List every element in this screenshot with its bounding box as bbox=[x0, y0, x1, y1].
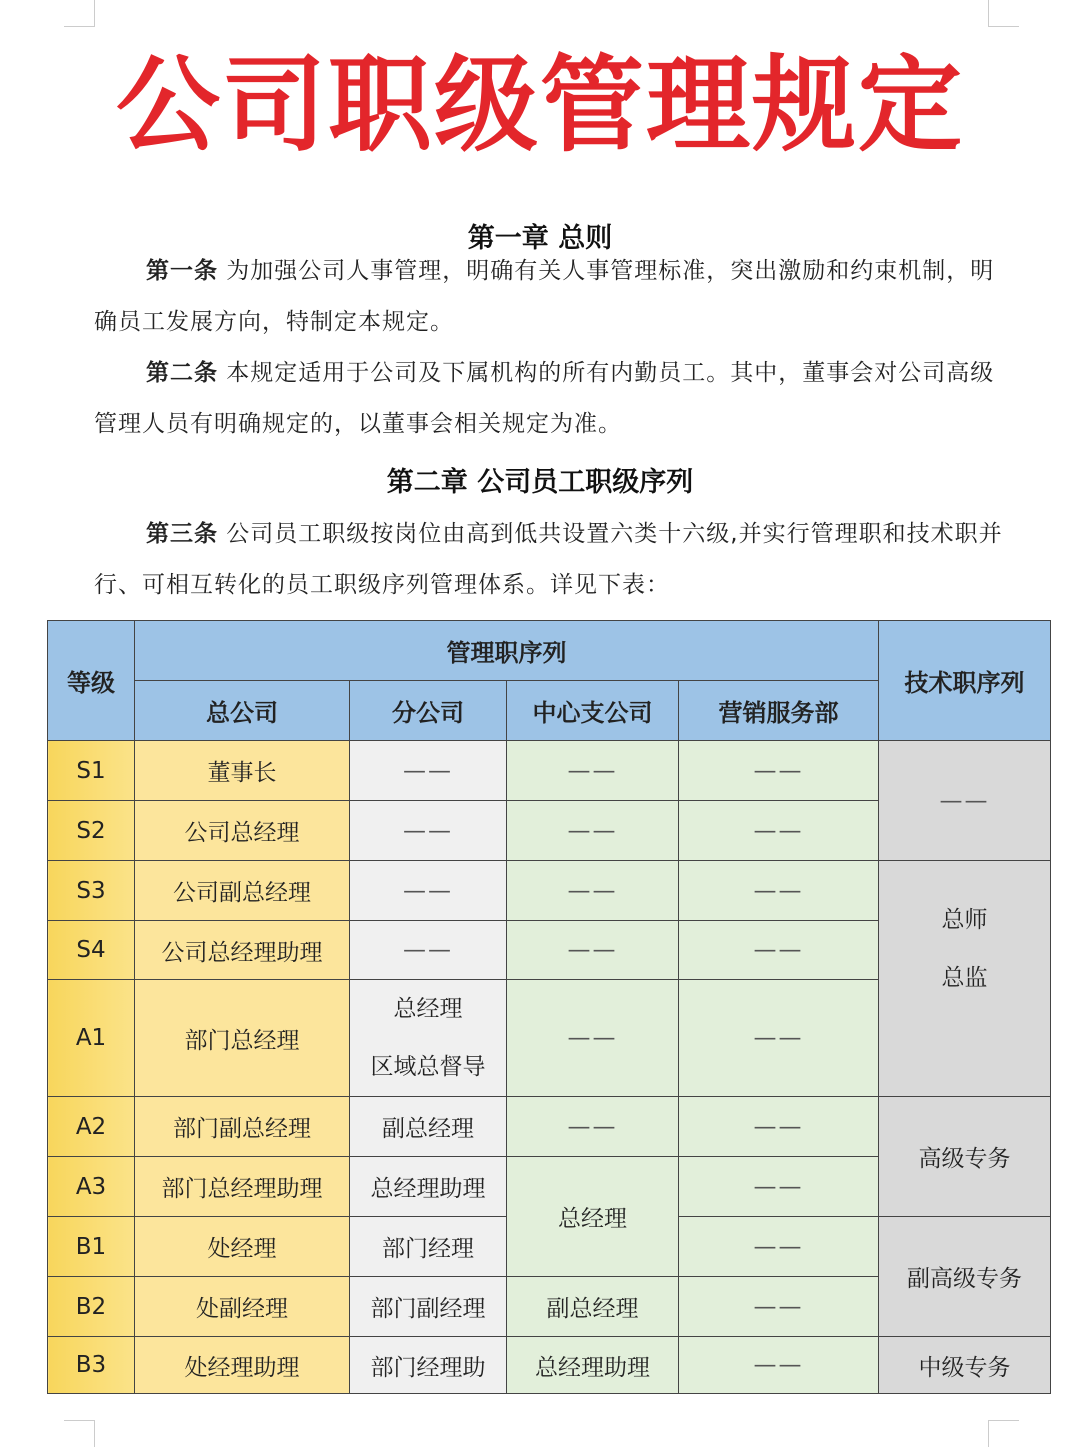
grade-cell: A1 bbox=[48, 980, 135, 1097]
branch-cell: 部门经理 bbox=[350, 1217, 507, 1277]
hq-cell: 部门副总经理 bbox=[135, 1097, 350, 1157]
grade-cell: B3 bbox=[48, 1337, 135, 1394]
technical-line: 总师 bbox=[941, 907, 988, 933]
crop-mark bbox=[988, 0, 1019, 27]
crop-mark bbox=[64, 0, 95, 27]
technical-line: 总监 bbox=[941, 965, 988, 991]
crop-mark bbox=[988, 1420, 1019, 1447]
header-technical: 技术职序列 bbox=[879, 621, 1051, 741]
sales-cell: —— bbox=[679, 801, 879, 861]
branch-cell: 部门经理助 bbox=[350, 1337, 507, 1394]
article3-label: 第三条 bbox=[146, 521, 218, 547]
center-cell: 总经理助理 bbox=[507, 1337, 679, 1394]
grade-cell: A3 bbox=[48, 1157, 135, 1217]
branch-cell: —— bbox=[350, 801, 507, 861]
table-row bbox=[48, 1097, 1051, 1157]
hq-cell: 公司副总经理 bbox=[135, 861, 350, 921]
branch-cell: 部门副经理 bbox=[350, 1277, 507, 1337]
branch-cell: —— bbox=[350, 921, 507, 980]
sales-cell: —— bbox=[679, 1337, 879, 1394]
document-title: 公司职级管理规定 bbox=[115, 44, 964, 166]
article3-text: 公司员工职级按岗位由高到低共设置六类十六级,并实行管理职和技术职并行、可相互转化的员工职级序列管理体系。详见下表： bbox=[94, 521, 1003, 598]
chapter2-heading: 第二章 公司员工职级序列 bbox=[386, 467, 694, 498]
table-row bbox=[48, 741, 1051, 801]
article1-label: 第一条 bbox=[146, 258, 218, 284]
hq-cell: 公司总经理 bbox=[135, 801, 350, 861]
hq-cell: 处经理 bbox=[135, 1217, 350, 1277]
article1-text: 为加强公司人事管理，明确有关人事管理标准，突出激励和约束机制，明确员工发展方向，特制定本规定。 bbox=[94, 258, 995, 335]
header-management: 管理职序列 bbox=[135, 621, 879, 681]
grade-cell: S3 bbox=[48, 861, 135, 921]
hq-cell: 处副经理 bbox=[135, 1277, 350, 1337]
hq-cell: 部门总经理助理 bbox=[135, 1157, 350, 1217]
center-cell: 副总经理 bbox=[507, 1277, 679, 1337]
table-row bbox=[48, 861, 1051, 921]
header-branch: 分公司 bbox=[350, 681, 507, 741]
branch-line: 区域总督导 bbox=[370, 1054, 486, 1080]
hq-cell: 处经理助理 bbox=[135, 1337, 350, 1394]
grade-cell: S2 bbox=[48, 801, 135, 861]
branch-cell: 副总经理 bbox=[350, 1097, 507, 1157]
sales-cell: —— bbox=[679, 1157, 879, 1217]
table-row bbox=[48, 1337, 1051, 1394]
sales-cell: —— bbox=[679, 1097, 879, 1157]
article2-label: 第二条 bbox=[146, 360, 218, 386]
branch-cell: —— bbox=[350, 741, 507, 801]
article1 bbox=[94, 246, 1004, 348]
center-cell: 总经理 bbox=[507, 1157, 679, 1277]
sales-cell: —— bbox=[679, 980, 879, 1097]
grade-cell: S4 bbox=[48, 921, 135, 980]
branch-cell: 总经理助理 bbox=[350, 1157, 507, 1217]
center-cell: —— bbox=[507, 861, 679, 921]
center-cell: —— bbox=[507, 741, 679, 801]
technical-cell bbox=[879, 861, 1051, 1097]
header-center: 中心支公司 bbox=[507, 681, 679, 741]
grade-cell: B1 bbox=[48, 1217, 135, 1277]
grade-cell: B2 bbox=[48, 1277, 135, 1337]
branch-cell: —— bbox=[350, 861, 507, 921]
header-grade: 等级 bbox=[48, 621, 135, 741]
center-cell: —— bbox=[507, 1097, 679, 1157]
technical-cell: 中级专务 bbox=[879, 1337, 1051, 1394]
grade-cell: S1 bbox=[48, 741, 135, 801]
article3 bbox=[94, 509, 1004, 611]
sales-cell: —— bbox=[679, 741, 879, 801]
sales-cell: —— bbox=[679, 921, 879, 980]
technical-cell: 高级专务 bbox=[879, 1097, 1051, 1217]
article2-text: 本规定适用于公司及下属机构的所有内勤员工。其中，董事会对公司高级管理人员有明确规定的，以董事会相关规定为准。 bbox=[94, 360, 995, 437]
job-grade-table bbox=[47, 620, 1051, 1394]
grade-cell: A2 bbox=[48, 1097, 135, 1157]
center-cell: —— bbox=[507, 980, 679, 1097]
hq-cell: 公司总经理助理 bbox=[135, 921, 350, 980]
chapter1-heading: 第一章 总则 bbox=[467, 223, 613, 254]
sales-cell: —— bbox=[679, 861, 879, 921]
branch-cell bbox=[350, 980, 507, 1097]
hq-cell: 董事长 bbox=[135, 741, 350, 801]
sales-cell: —— bbox=[679, 1217, 879, 1277]
hq-cell: 部门总经理 bbox=[135, 980, 350, 1097]
sales-cell: —— bbox=[679, 1277, 879, 1337]
center-cell: —— bbox=[507, 801, 679, 861]
header-sales: 营销服务部 bbox=[679, 681, 879, 741]
article2 bbox=[94, 348, 1004, 450]
technical-cell: 副高级专务 bbox=[879, 1217, 1051, 1337]
branch-line: 总经理 bbox=[393, 996, 463, 1022]
crop-mark bbox=[64, 1420, 95, 1447]
center-cell: —— bbox=[507, 921, 679, 980]
technical-cell: —— bbox=[879, 741, 1051, 861]
header-hq: 总公司 bbox=[135, 681, 350, 741]
